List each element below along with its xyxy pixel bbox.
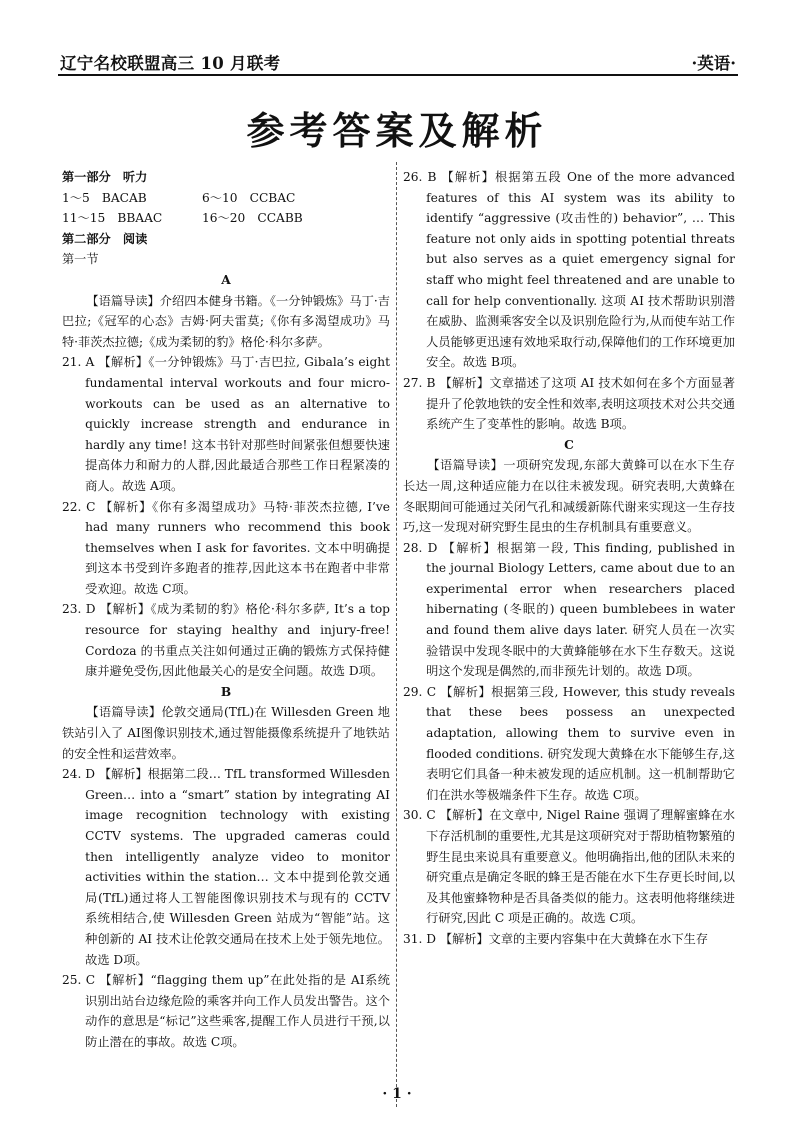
answer-explanation: 22. C 【解析】《你有多渴望成功》马特·菲茨杰拉德, I’ve had many runners who recommend this book themselves when I ask for favorites. 文本中明确提到这本书受到许多跑者的推荐,因此这本书在跑者中非常受欢迎。故选 C项。	[62, 499, 390, 596]
answer-explanation: 23. D 【解析】《成为柔韧的豹》格伦·科尔多萨, It’s a top resource for staying healthy and injury-free! Cordoza 的书重点关注如何通过正确的锻炼方式保持健康并避免受伤,因此他最关心的是安全问题。故选 D项。	[62, 602, 390, 679]
part2-heading: 第二部分 阅读	[62, 231, 148, 246]
answer-explanation: 30. C 【解析】在文章中, Nigel Raine 强调了理解蜜蜂在水下存活机制的重要性,尤其是这项研究对于帮助植物繁殖的野生昆虫来说具有重要意义。他明确指出,他的团队未来的研究重点是确定冬眠的蜂王是否能在水下生存更长时间,以及其他蜜蜂物种是否具备类似的能力。这表明他将继续进行研究,因此 C 项是正确的。故选 C项。	[403, 808, 735, 926]
exam-title: 辽宁名校联盟高三 10 月联考	[60, 54, 281, 73]
answer-explanation: 25. C 【解析】“flagging them up”在此处指的是 AI系统识别出站台边缘危险的乘客并向工作人员发出警告。这个动作的意思是“标记”这些乘客,提醒工作人员进行干预,以防止潜在的事故。故选 C项。	[62, 973, 390, 1049]
subject-label: ·英语·	[691, 54, 736, 73]
answer-explanation: 21. A 【解析】《一分钟锻炼》马丁·吉巴拉, Gibala’s eight fundamental interval workouts and four micro-workouts can be used as an alternative to quickly increase strength and endurance in hardly any time! 这本书针对那些时间紧张但想要快速提高体力和耐力的人群,因此最适合那些工作日程紧凑的商人。故选 A项。	[62, 355, 390, 493]
passage-guide: 【语篇导读】介绍四本健身书籍。《一分钟锻炼》马丁·吉巴拉;《冠军的心态》吉姆·阿夫雷莫;《你有多渴望成功》马特·菲茨杰拉德;《成为柔韧的豹》格伦·科尔多萨。	[62, 293, 390, 349]
answer-explanation: 28. D 【解析】根据第一段, This finding, published in the journal Biology Letters, came about due to an experimental error when researchers placed hibernating (冬眠的) queen bumblebees in water and found them alive days later. 研究人员在一次实验错误中发现冬眠中的大黄蜂能够在水下生存数天。这说明这个发现是偶然的,而非预先计划的。故选 D项。	[403, 540, 735, 679]
page-header	[58, 44, 738, 78]
passage-label: A	[221, 272, 231, 287]
section-label: 第一节	[62, 252, 99, 267]
passage-label: B	[220, 684, 232, 699]
passage-guide: 【语篇导读】一项研究发现,东部大黄蜂可以在水下生存长达一周,这种适应能力在以往未被发现。研究表明,大黄蜂在冬眠期间可能通过关闭气孔和减缓新陈代谢来实现这一生存技巧,这一发现对研究野生昆虫的生存机制具有重要意义。	[403, 458, 735, 535]
answer-explanation: 31. D 【解析】文章的主要内容集中在大黄蜂在水下生存	[403, 931, 709, 946]
header-rule	[58, 74, 738, 76]
answer-explanation: 24. D 【解析】根据第二段… TfL transformed Willesden Green… into a “smart” station by integrating AI image recognition technology with existing CCTV systems. The upgraded cameras could then intelligently analyze video to monitor activities within the station… 文本中提到伦敦交通局(TfL)通过将人工智能图像识别技术与现有的 CCTV 系统相结合,使 Willesden Green 站成为“智能”站。这种创新的 AI 技术让伦敦交通局在技术上处于领先地位。故选 D项。	[62, 767, 390, 967]
listening-answers	[62, 188, 390, 229]
page-number: · 1 ·	[382, 1086, 412, 1102]
answer-cell: 11～15 BBAAC	[62, 211, 163, 226]
page-title: 参考答案及解析	[246, 109, 548, 153]
passage-label: C	[564, 437, 574, 452]
left-column	[62, 167, 390, 1053]
answer-explanation: 27. B 【解析】文章描述了这项 AI 技术如何在多个方面显著提升了伦敦地铁的安全性和效率,表明这项技术对公共交通系统产生了变革性的影响。故选 B项。	[403, 375, 735, 432]
passage-guide: 【语篇导读】伦敦交通局(TfL)在 Willesden Green 地铁站引入了 AI图像识别技术,通过智能摄像系统提升了地铁站的安全性和运营效率。	[62, 705, 390, 761]
answer-explanation: 26. B 【解析】根据第五段 One of the more advanced features of this AI system was its ability to identify “aggressive (攻击性的) behavior”, … This feature not only aids in spotting potential threats but also serves as a quiet emergency signal for staff who might feel threatened and are unable to call for help conventionally. 这项 AI 技术帮助识别潜在威胁、监测乘客安全以及识别危险行为,从而使车站工作人员能够更迅速有效地采取行动,保障他们的工作环境更加安全。故选 B项。	[403, 170, 735, 370]
answer-cell: 6～10 CCBAC	[202, 190, 296, 205]
column-divider	[396, 162, 397, 1107]
answer-cell: 1～5 BACAB	[62, 190, 147, 205]
part1-heading: 第一部分 听力	[62, 170, 148, 184]
answer-cell: 16～20 CCABB	[202, 211, 303, 226]
right-column	[403, 167, 735, 950]
answer-explanation: 29. C 【解析】根据第三段, However, this study reveals that these bees possess an unexpected adaptation, allowing them to survive even in flooded conditions. 研究发现大黄蜂在水下能够生存,这表明它们具备一种未被发现的适应机制。这一机制帮助它们在洪水等极端条件下生存。故选 C项。	[403, 684, 735, 802]
